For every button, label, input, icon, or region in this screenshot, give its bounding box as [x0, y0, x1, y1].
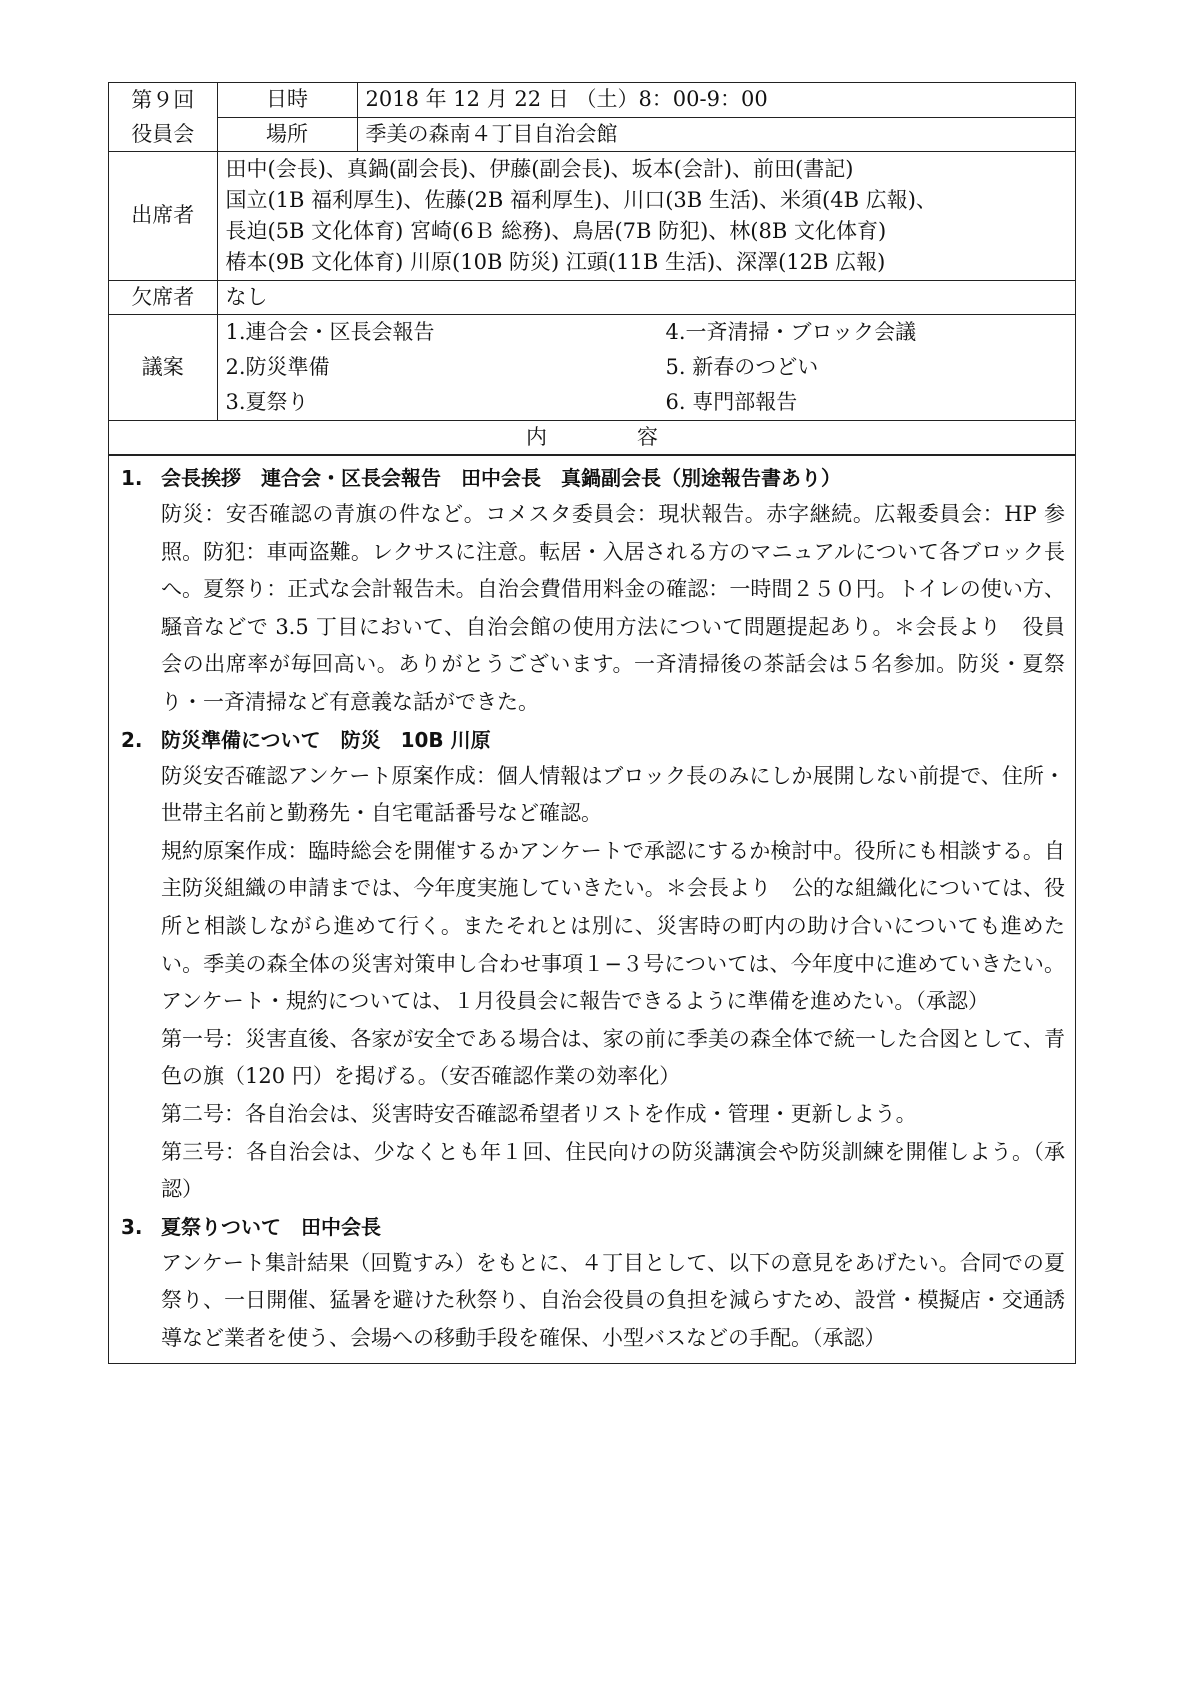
agenda-item: 2.防災準備: [225, 355, 330, 379]
agenda-item: 6. 専門部報告: [665, 390, 798, 414]
agenda-list: [217, 315, 1075, 421]
section-paragraph: 第一号：災害直後、各家が安全である場合は、家の前に季美の森全体で統一した合図として、青色の旗（120 円）を掲げる。（安否確認作業の効率化）: [161, 1026, 1065, 1089]
place-label: 場所: [217, 117, 357, 151]
section-title: 会長挨拶 連合会・区長会報告 田中会長 真鍋副会長（別途報告書あり）: [161, 466, 841, 490]
session-type: 役員会: [131, 122, 195, 146]
section-title: 防災準備について 防災 10B 川原: [161, 727, 491, 752]
section-paragraph: アンケート集計結果（回覧すみ）をもとに、４丁目として、以下の意見をあげたい。合同での夏祭り、一日開催、猛暑を避けた秋祭り、自治会役員の負担を減らすため、設営・模擬店・交通誘導など業者を使う、会場への移動手段を確保、小型バスなどの手配。（承認）: [161, 1250, 1065, 1350]
section-number: 1.: [121, 466, 143, 490]
session-number: 第９回: [131, 88, 195, 112]
section-number: 3.: [121, 1214, 143, 1239]
attendance-label: 出席者: [109, 152, 217, 281]
datetime-label: 日時: [217, 83, 357, 117]
place-value: 季美の森南４丁目自治会館: [357, 117, 1075, 151]
section-1: [121, 460, 1065, 722]
section-paragraph: 防災：安否確認の青旗の件など。コメスタ委員会：現状報告。赤字継続。広報委員会：HP 参照。防犯：車両盗難。レクサスに注意。転居・入居される方のマニュアルについて各ブロック長へ。夏祭り：正式な会計報告未。自治会費借用料金の確認：一時間２５０円。トイレの使い方、騒音などで 3.5 丁目において、自治会館の使用方法について問題提起あり。＊会長より 役員会の出席率が毎回高い。ありがとうございます。一斉清掃後の茶話会は５名参加。防災・夏祭り・一斉清掃など有意義な話ができた。: [161, 502, 1065, 714]
agenda-item: 4.一斉清掃・ブロック会議: [665, 320, 917, 344]
content-title: [109, 421, 1075, 455]
section-paragraph: 規約原案作成：臨時総会を開催するかアンケートで承認にするか検討中。役所にも相談する。自主防災組織の申請までは、今年度実施していきたい。＊会長より 公的な組織化については、役所と相談しながら進めて行く。またそれとは別に、災害時の町内の助け合いについても進めたい。季美の森全体の災害対策申し合わせ事項１−３号については、今年度中に進めていきたい。アンケート・規約については、１月役員会に報告できるように準備を進めたい。（承認）: [161, 838, 1065, 1014]
section-2: [121, 722, 1065, 1209]
section-title: 夏祭りついて 田中会長: [161, 1214, 381, 1239]
section-heading: [121, 1209, 1065, 1245]
section-paragraph: 第二号：各自治会は、災害時安否確認希望者リストを作成・管理・更新しよう。: [161, 1101, 917, 1126]
agenda-label: 議案: [109, 315, 217, 421]
section-number: 2.: [121, 727, 143, 752]
attendance-line: 国立(1B 福利厚生)、佐藤(2B 福利厚生)、川口(3B 生活)、米須(4B 広報)、: [225, 188, 937, 212]
section-paragraph: 防災安否確認アンケート原案作成：個人情報はブロック長のみにしか展開しない前提で、住所・世帯主名前と勤務先・自宅電話番号など確認。: [161, 763, 1065, 826]
attendance-line: 椿本(9B 文化体育) 川原(10B 防災) 江頭(11B 生活)、深澤(12B 広報): [225, 250, 886, 274]
datetime-value: 2018 年 12 月 22 日 （土）8：00-9：00: [357, 83, 1075, 117]
section-3: [121, 1209, 1065, 1358]
attendance-line: 田中(会長)、真鍋(副会長)、伊藤(副会長)、坂本(会計)、前田(書記): [225, 157, 854, 181]
section-paragraph: 第三号：各自治会は、少なくとも年１回、住民向けの防災講演会や防災訓練を開催しよう。（承認）: [161, 1139, 1065, 1202]
agenda-item: 3.夏祭り: [225, 390, 309, 414]
absent-value: なし: [217, 281, 1075, 315]
agenda-item: 1.連合会・区長会報告: [225, 320, 435, 344]
minutes-sheet: [108, 82, 1076, 1364]
attendance-list: [217, 152, 1075, 281]
content-title-char: 内: [526, 424, 547, 449]
section-heading: [121, 460, 1065, 496]
session-cell: [109, 83, 217, 152]
section-heading: [121, 722, 1065, 758]
content-title-char: 容: [637, 424, 658, 449]
attendance-line: 長迫(5B 文化体育) 宮崎(6Ｂ 総務)、鳥居(7B 防犯)、林(8B 文化体育): [225, 219, 887, 243]
agenda-item: 5. 新春のつどい: [665, 355, 819, 379]
minutes-body: [109, 455, 1075, 1363]
absent-label: 欠席者: [109, 281, 217, 315]
meeting-info-table: [109, 83, 1075, 455]
